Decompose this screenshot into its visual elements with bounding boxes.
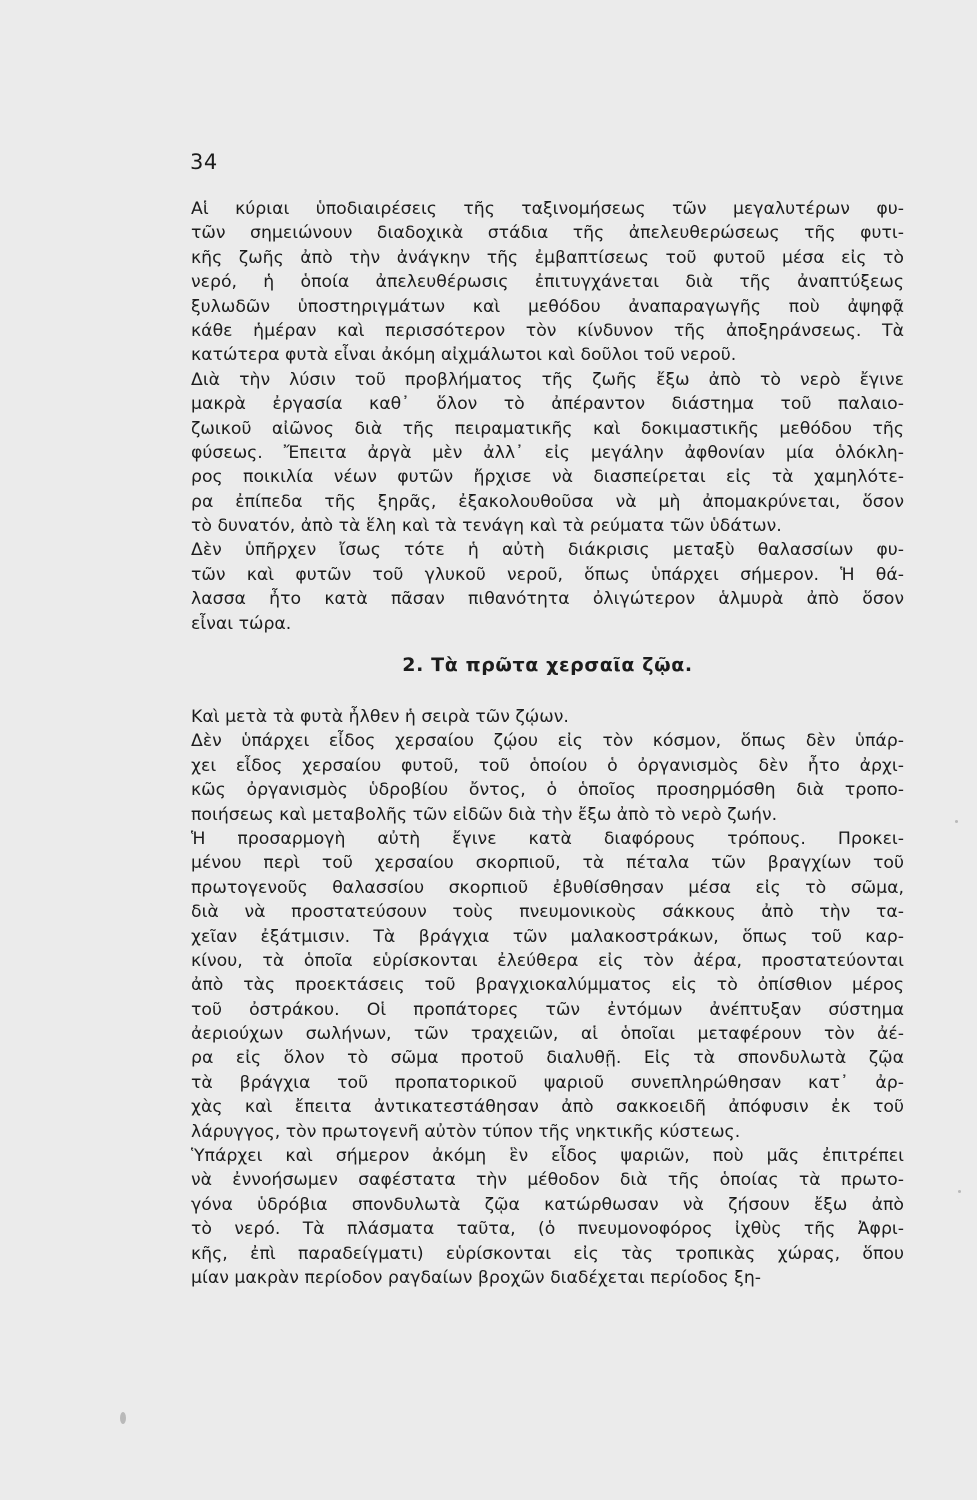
text-line: Αἱ κύριαι ὑποδιαιρέσεις τῆς ταξινομήσεως τῶν μεγαλυτέρων φυ- <box>191 199 904 219</box>
text-line: ρος ποικιλία νέων φυτῶν ἤρχισε νὰ διασπείρεται εἰς τὰ χαμηλότε- <box>191 467 904 488</box>
text-line: Δὲν ὑπάρχει εἶδος χερσαίου ζῴου εἰς τὸν κόσμον, ὅπως δὲν ὑπάρ- <box>191 731 904 752</box>
text-line: Ἡ προσαρμογὴ αὐτὴ ἔγινε κατὰ διαφόρους τρόπους. Προκει- <box>191 828 904 849</box>
text-line: μακρὰ ἐργασία καθ᾽ ὅλον τὸ ἀπέραντον διάστημα τοῦ παλαιο- <box>191 394 904 415</box>
text-line: λάρυγγος, τὸν πρωτογενῆ αὐτὸν τύπον τῆς νηκτικῆς κύστεως. <box>191 1121 741 1142</box>
text-line: Καὶ μετὰ τὰ φυτὰ ἦλθεν ἡ σειρὰ τῶν ζῴων. <box>191 707 569 727</box>
text-line: γόνα ὑδρόβια σπονδυλωτὰ ζῷα κατώρθωσαν νὰ ζήσουν ἔξω ἀπὸ <box>191 1194 904 1215</box>
text-line: νὰ ἐννοήσωμεν σαφέστατα τὴν μέθοδον διὰ τῆς ὁποίας τὰ πρωτο- <box>191 1170 904 1191</box>
text-line: κάθε ἡμέραν καὶ περισσότερον τὸν κίνδυνον τῆς ἀποξηράνσεως. Τὰ <box>191 320 904 341</box>
text-line: διὰ νὰ προστατεύσουν τοὺς πνευμονικοὺς σάκκους ἀπὸ τὴν τα- <box>191 902 904 923</box>
text-line: ρα ἐπίπεδα τῆς ξηρᾶς, ἐξακολουθοῦσα νὰ μὴ ἀπομακρύνεται, ὅσον <box>191 491 904 512</box>
text-line: μένου περὶ τοῦ χερσαίου σκορπιοῦ, τὰ πέταλα τῶν βραγχίων τοῦ <box>191 853 904 874</box>
text-line: τὸ δυνατόν, ἀπὸ τὰ ἕλη καὶ τὰ τενάγη καὶ τὰ ρεύματα τῶν ὑδάτων. <box>191 516 782 537</box>
text-line: μίαν μακρὰν περίοδον ραγδαίων βροχῶν διαδέχεται περίοδος ξη- <box>191 1267 762 1288</box>
text-line: Διὰ τὴν λύσιν τοῦ προβλήματος τῆς ζωῆς ἔξω ἀπὸ τὸ νερὸ ἔγινε <box>191 369 904 390</box>
paper-speck <box>120 1412 126 1424</box>
text-block-plants <box>191 197 904 636</box>
text-line: ζωικοῦ αἰῶνος διὰ τῆς πειραματικῆς καὶ δοκιμαστικῆς μεθόδου τῆς <box>191 418 904 439</box>
text-line: φύσεως. Ἔπειτα ἀργὰ μὲν ἀλλ᾽ εἰς μεγάλην ἀφθονίαν μία ὁλόκλη- <box>191 442 904 463</box>
text-block-animals <box>191 705 904 1290</box>
text-line: κατώτερα φυτὰ εἶναι ἀκόμη αἰχμάλωτοι καὶ δοῦλοι τοῦ νεροῦ. <box>191 345 737 366</box>
text-line: Ὑπάρχει καὶ σήμερον ἀκόμη ἓν εἶδος ψαριῶν, ποὺ μᾶς ἐπιτρέπει <box>191 1146 904 1167</box>
text-line: ρα εἰς ὅλον τὸ σῶμα προτοῦ διαλυθῇ. Εἰς τὰ σπονδυλωτὰ ζῷα <box>191 1048 904 1069</box>
text-line: ξυλωδῶν ὑποστηριγμάτων καὶ μεθόδου ἀναπαραγωγῆς ποὺ ἀψηφᾷ <box>191 296 904 317</box>
text-line: χει εἶδος χερσαίου φυτοῦ, τοῦ ὁποίου ὁ ὀργανισμὸς δὲν ἦτο ἀρχι- <box>191 755 904 776</box>
text-line: τῶν καὶ φυτῶν τοῦ γλυκοῦ νεροῦ, ὅπως ὑπάρχει σήμερον. Ἡ θά- <box>191 564 904 585</box>
text-line: κίνου, τὰ ὁποῖα εὑρίσκονται ἐλεύθερα εἰς τὸν ἀέρα, προστατεύονται <box>191 950 904 971</box>
text-line: ποιήσεως καὶ μεταβολῆς τῶν εἰδῶν διὰ τὴν ἔξω ἀπὸ τὸ νερὸ ζωήν. <box>191 804 778 825</box>
text-line: χεῖαν ἐξάτμισιν. Τὰ βράγχια τῶν μαλακοστράκων, ὅπως τοῦ καρ- <box>191 926 904 947</box>
text-line: εἶναι τώρα. <box>191 613 292 634</box>
text-line: τὸ νερό. Τὰ πλάσματα ταῦτα, (ὁ πνευμονοφόρος ἰχθὺς τῆς Ἀφρι- <box>191 1219 904 1240</box>
text-line: πρωτογενοῦς θαλασσίου σκορπιοῦ ἐβυθίσθησαν μέσα εἰς τὸ σῶμα, <box>191 877 904 898</box>
text-line: τὰ βράγχια τοῦ προπατορικοῦ ψαριοῦ συνεπληρώθησαν κατ᾽ ἀρ- <box>191 1072 904 1093</box>
text-line: τοῦ ὀστράκου. Οἱ προπάτορες τῶν ἐντόμων ἀνέπτυξαν σύστημα <box>191 999 904 1020</box>
text-line: κῆς, ἐπὶ παραδείγματι) εὑρίσκονται εἰς τὰς τροπικὰς χώρας, ὅπου <box>191 1243 904 1264</box>
paper-speck <box>958 1190 961 1193</box>
text-line: κῶς ὀργανισμὸς ὑδροβίου ὄντος, ὁ ὁποῖος προσηρμόσθη διὰ τροπο- <box>191 780 904 801</box>
text-line: Δὲν ὑπῆρχεν ἴσως τότε ἡ αὐτὴ διάκρισις μεταξὺ θαλασσίων φυ- <box>191 540 904 561</box>
text-line: λασσα ἦτο κατὰ πᾶσαν πιθανότητα ὀλιγώτερον ἁλμυρὰ ἀπὸ ὅσον <box>191 589 904 610</box>
text-line: ἀεριούχων σωλήνων, τῶν τραχειῶν, αἱ ὁποῖαι μεταφέρουν τὸν ἀέ- <box>191 1024 904 1045</box>
paper-speck <box>955 820 958 823</box>
page-number: 34 <box>190 150 218 174</box>
section-heading: 2. Τὰ πρῶτα χερσαῖα ζῷα. <box>402 654 693 676</box>
text-line: κῆς ζωῆς ἀπὸ τὴν ἀνάγκην τῆς ἐμβαπτίσεως τοῦ φυτοῦ μέσα εἰς τὸ <box>191 247 904 268</box>
text-line: χὰς καὶ ἔπειτα ἀντικατεστάθησαν ἀπὸ σακκοειδῆ ἀπόφυσιν ἐκ τοῦ <box>191 1097 904 1118</box>
text-line: τῶν σημειώνουν διαδοχικὰ στάδια τῆς ἀπελευθερώσεως τῆς φυτι- <box>191 223 904 244</box>
text-line: νερό, ἡ ὁποία ἀπελευθέρωσις ἐπιτυγχάνεται διὰ τῆς ἀναπτύξεως <box>191 272 904 293</box>
text-line: ἀπὸ τὰς προεκτάσεις τοῦ βραγχιοκαλύμματος εἰς τὸ ὀπίσθιον μέρος <box>191 975 904 996</box>
